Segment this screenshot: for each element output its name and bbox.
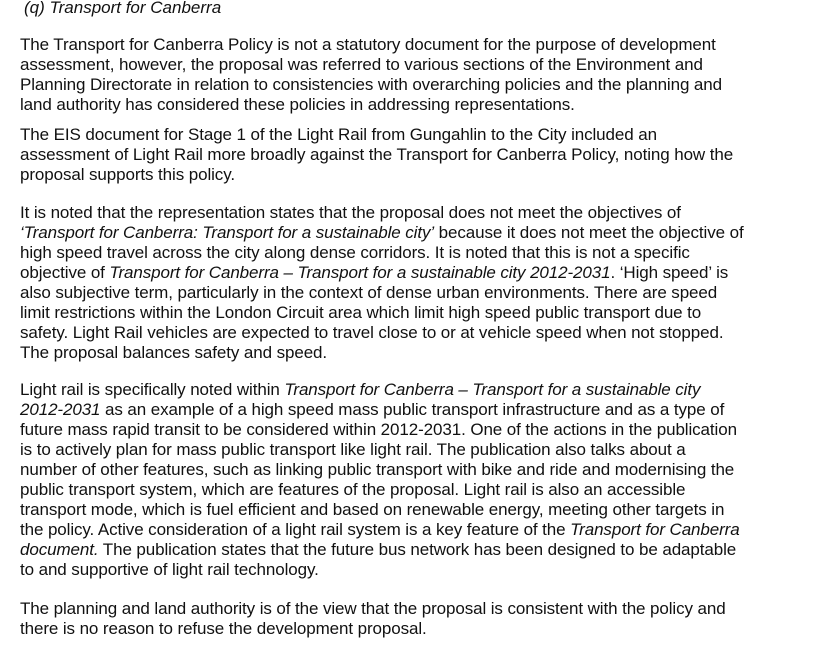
text-line: The EIS document for Stage 1 of the Light Rail from Gungahlin to the City included an <box>20 125 657 144</box>
text-line: future mass rapid transit to be considered within 2012-2031. One of the actions in the publication <box>20 420 737 439</box>
text-line: The planning and land authority is of the view that the proposal is consistent with the policy and <box>20 599 726 618</box>
text-line: Light rail is specifically noted within Transport for Canberra – Transport for a sustainable city <box>20 380 701 399</box>
text-line: limit restrictions within the London Circuit area which limit high speed public transport due to <box>20 303 702 322</box>
text-line: The Transport for Canberra Policy is not a statutory document for the purpose of development <box>20 35 716 54</box>
text-line: high speed travel across the city along dense corridors. It is noted that this is not a specific <box>20 243 690 262</box>
text-line: safety. Light Rail vehicles are expected to travel close to or at vehicle speed when not stopped. <box>20 323 724 342</box>
text-line: public transport system, which are features of the proposal. Light rail is also an accessible <box>20 480 686 499</box>
text-line: also subjective term, particularly in the context of dense urban environments. There are speed <box>20 283 718 302</box>
text-line: objective of Transport for Canberra – Transport for a sustainable city 2012-2031. ‘High speed’ is <box>20 263 729 282</box>
text-line: transport mode, which is fuel efficient and based on renewable energy, meeting other targets in <box>20 500 725 519</box>
text-line: It is noted that the representation states that the proposal does not meet the objectives of <box>20 203 681 222</box>
text-line: document. The publication states that the future bus network has been designed to be adaptable <box>20 540 737 559</box>
text-line: proposal supports this policy. <box>20 165 235 184</box>
text-line: is to actively plan for mass public transport like light rail. The publication also talks about a <box>20 440 686 459</box>
text-line: there is no reason to refuse the development proposal. <box>20 619 427 638</box>
text-line: assessment, however, the proposal was referred to various sections of the Environment and <box>20 55 703 74</box>
text-line: assessment of Light Rail more broadly against the Transport for Canberra Policy, noting how the <box>20 145 734 164</box>
text-line: land authority has considered these policies in addressing representations. <box>20 95 575 114</box>
text-line: Planning Directorate in relation to consistencies with overarching policies and the planning and <box>20 75 722 94</box>
paragraph-eis-document <box>20 125 815 185</box>
text-line: number of other features, such as linking public transport with bike and ride and modernising the <box>20 460 735 479</box>
text-line: the policy. Active consideration of a light rail system is a key feature of the Transport for Canberra <box>20 520 740 539</box>
paragraph-light-rail-policy <box>20 380 815 580</box>
text-line: to and supportive of light rail technology. <box>20 560 319 579</box>
text-line: ‘Transport for Canberra: Transport for a sustainable city’ because it does not meet the objective of <box>20 223 744 242</box>
paragraph-high-speed-objective <box>20 203 815 363</box>
paragraph-conclusion <box>20 599 815 639</box>
paragraph-policy-status <box>20 35 815 115</box>
text-line: 2012-2031 as an example of a high speed mass public transport infrastructure and as a type of <box>20 400 725 419</box>
text-line: The proposal balances safety and speed. <box>20 343 328 362</box>
section-heading: (q) Transport for Canberra <box>24 0 222 17</box>
